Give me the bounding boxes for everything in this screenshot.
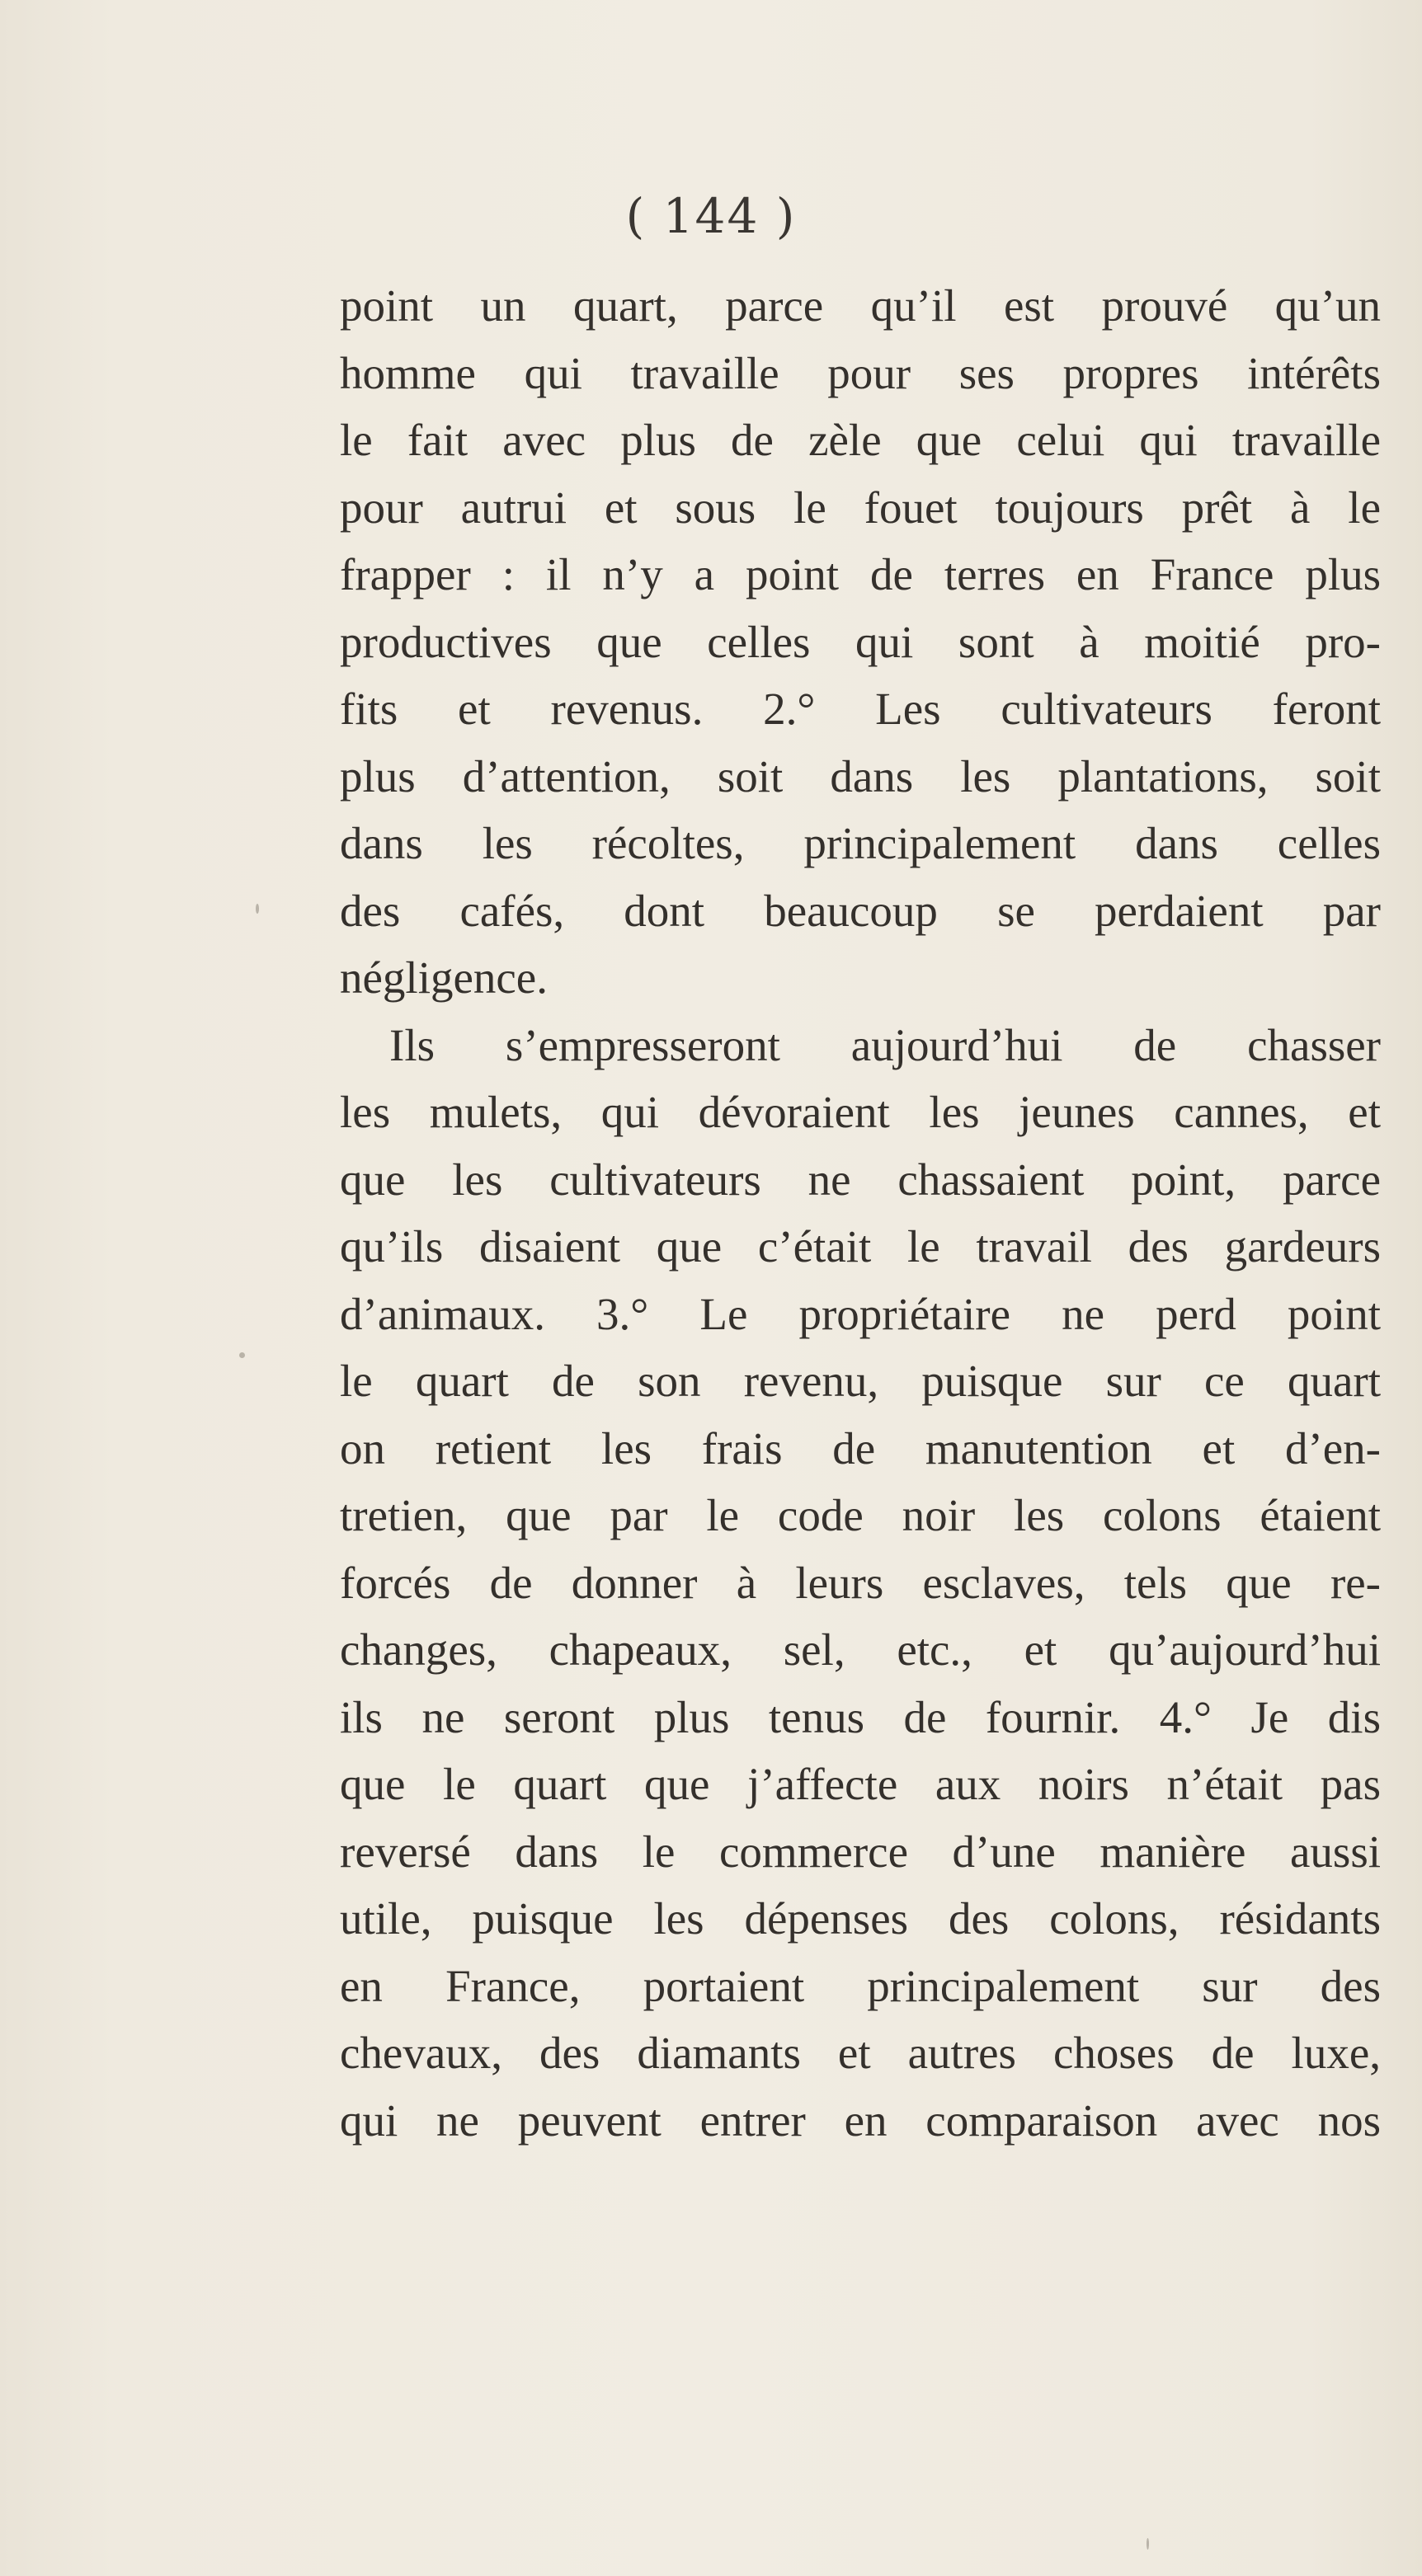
- text-line: chevaux, des diamants et autres choses de luxe,: [340, 2028, 1381, 2078]
- text-line: pour autrui et sous le fouet toujours prêt à le: [340, 482, 1381, 533]
- text-line: homme qui travaille pour ses propres intérêts: [340, 347, 1381, 398]
- text-line: on retient les frais de manutention et d’en-: [340, 1422, 1381, 1474]
- text-line: frapper : il n’y a point de terres en France plus: [340, 549, 1381, 599]
- text-line: qu’ils disaient que c’était le travail des gardeurs: [340, 1221, 1381, 1272]
- text-line: le fait avec plus de zèle que celui qui travaille: [340, 415, 1381, 465]
- paper-speck: [256, 904, 259, 914]
- text-line: qui ne peuvent entrer en comparaison avec nos: [340, 2094, 1381, 2146]
- text-line-paragraph-end: négligence.: [340, 952, 548, 1003]
- text-line: en France, portaient principalement sur des: [340, 1960, 1381, 2011]
- text-line: d’animaux. 3.° Le propriétaire ne perd point: [340, 1288, 1381, 1339]
- text-line: fits et revenus. 2.° Les cultivateurs feront: [340, 684, 1381, 734]
- text-line: le quart de son revenu, puisque sur ce quart: [340, 1356, 1381, 1406]
- text-line: que les cultivateurs ne chassaient point, parce: [340, 1154, 1381, 1205]
- page-number: ( 144 ): [625, 188, 797, 244]
- text-line: plus d’attention, soit dans les plantations, soit: [340, 750, 1381, 801]
- text-line: des cafés, dont beaucoup se perdaient par: [340, 885, 1381, 936]
- text-line: forcés de donner à leurs esclaves, tels que re-: [340, 1557, 1381, 1608]
- text-line: reversé dans le commerce d’une manière aussi: [340, 1826, 1381, 1877]
- text-line: ils ne seront plus tenus de fournir. 4.° Je dis: [340, 1691, 1381, 1742]
- text-line-paragraph-start: Ils s’empresseront aujourd’hui de chasser: [389, 1019, 1381, 1070]
- text-line: productives que celles qui sont à moitié pro-: [340, 616, 1381, 667]
- body-text: [340, 272, 1381, 2154]
- text-line: changes, chapeaux, sel, etc., et qu’aujourd’hui: [340, 1624, 1381, 1675]
- text-line: que le quart que j’affecte aux noirs n’était pas: [340, 1759, 1381, 1809]
- text-line: dans les récoltes, principalement dans celles: [340, 818, 1381, 868]
- text-line: les mulets, qui dévoraient les jeunes cannes, et: [340, 1087, 1381, 1137]
- text-line: utile, puisque les dépenses des colons, résidants: [340, 1893, 1381, 1944]
- paper-speck: [239, 1352, 245, 1358]
- text-line: tretien, que par le code noir les colons étaient: [340, 1490, 1381, 1540]
- paper-speck: [1147, 2538, 1149, 2550]
- text-line: point un quart, parce qu’il est prouvé qu’un: [340, 280, 1381, 331]
